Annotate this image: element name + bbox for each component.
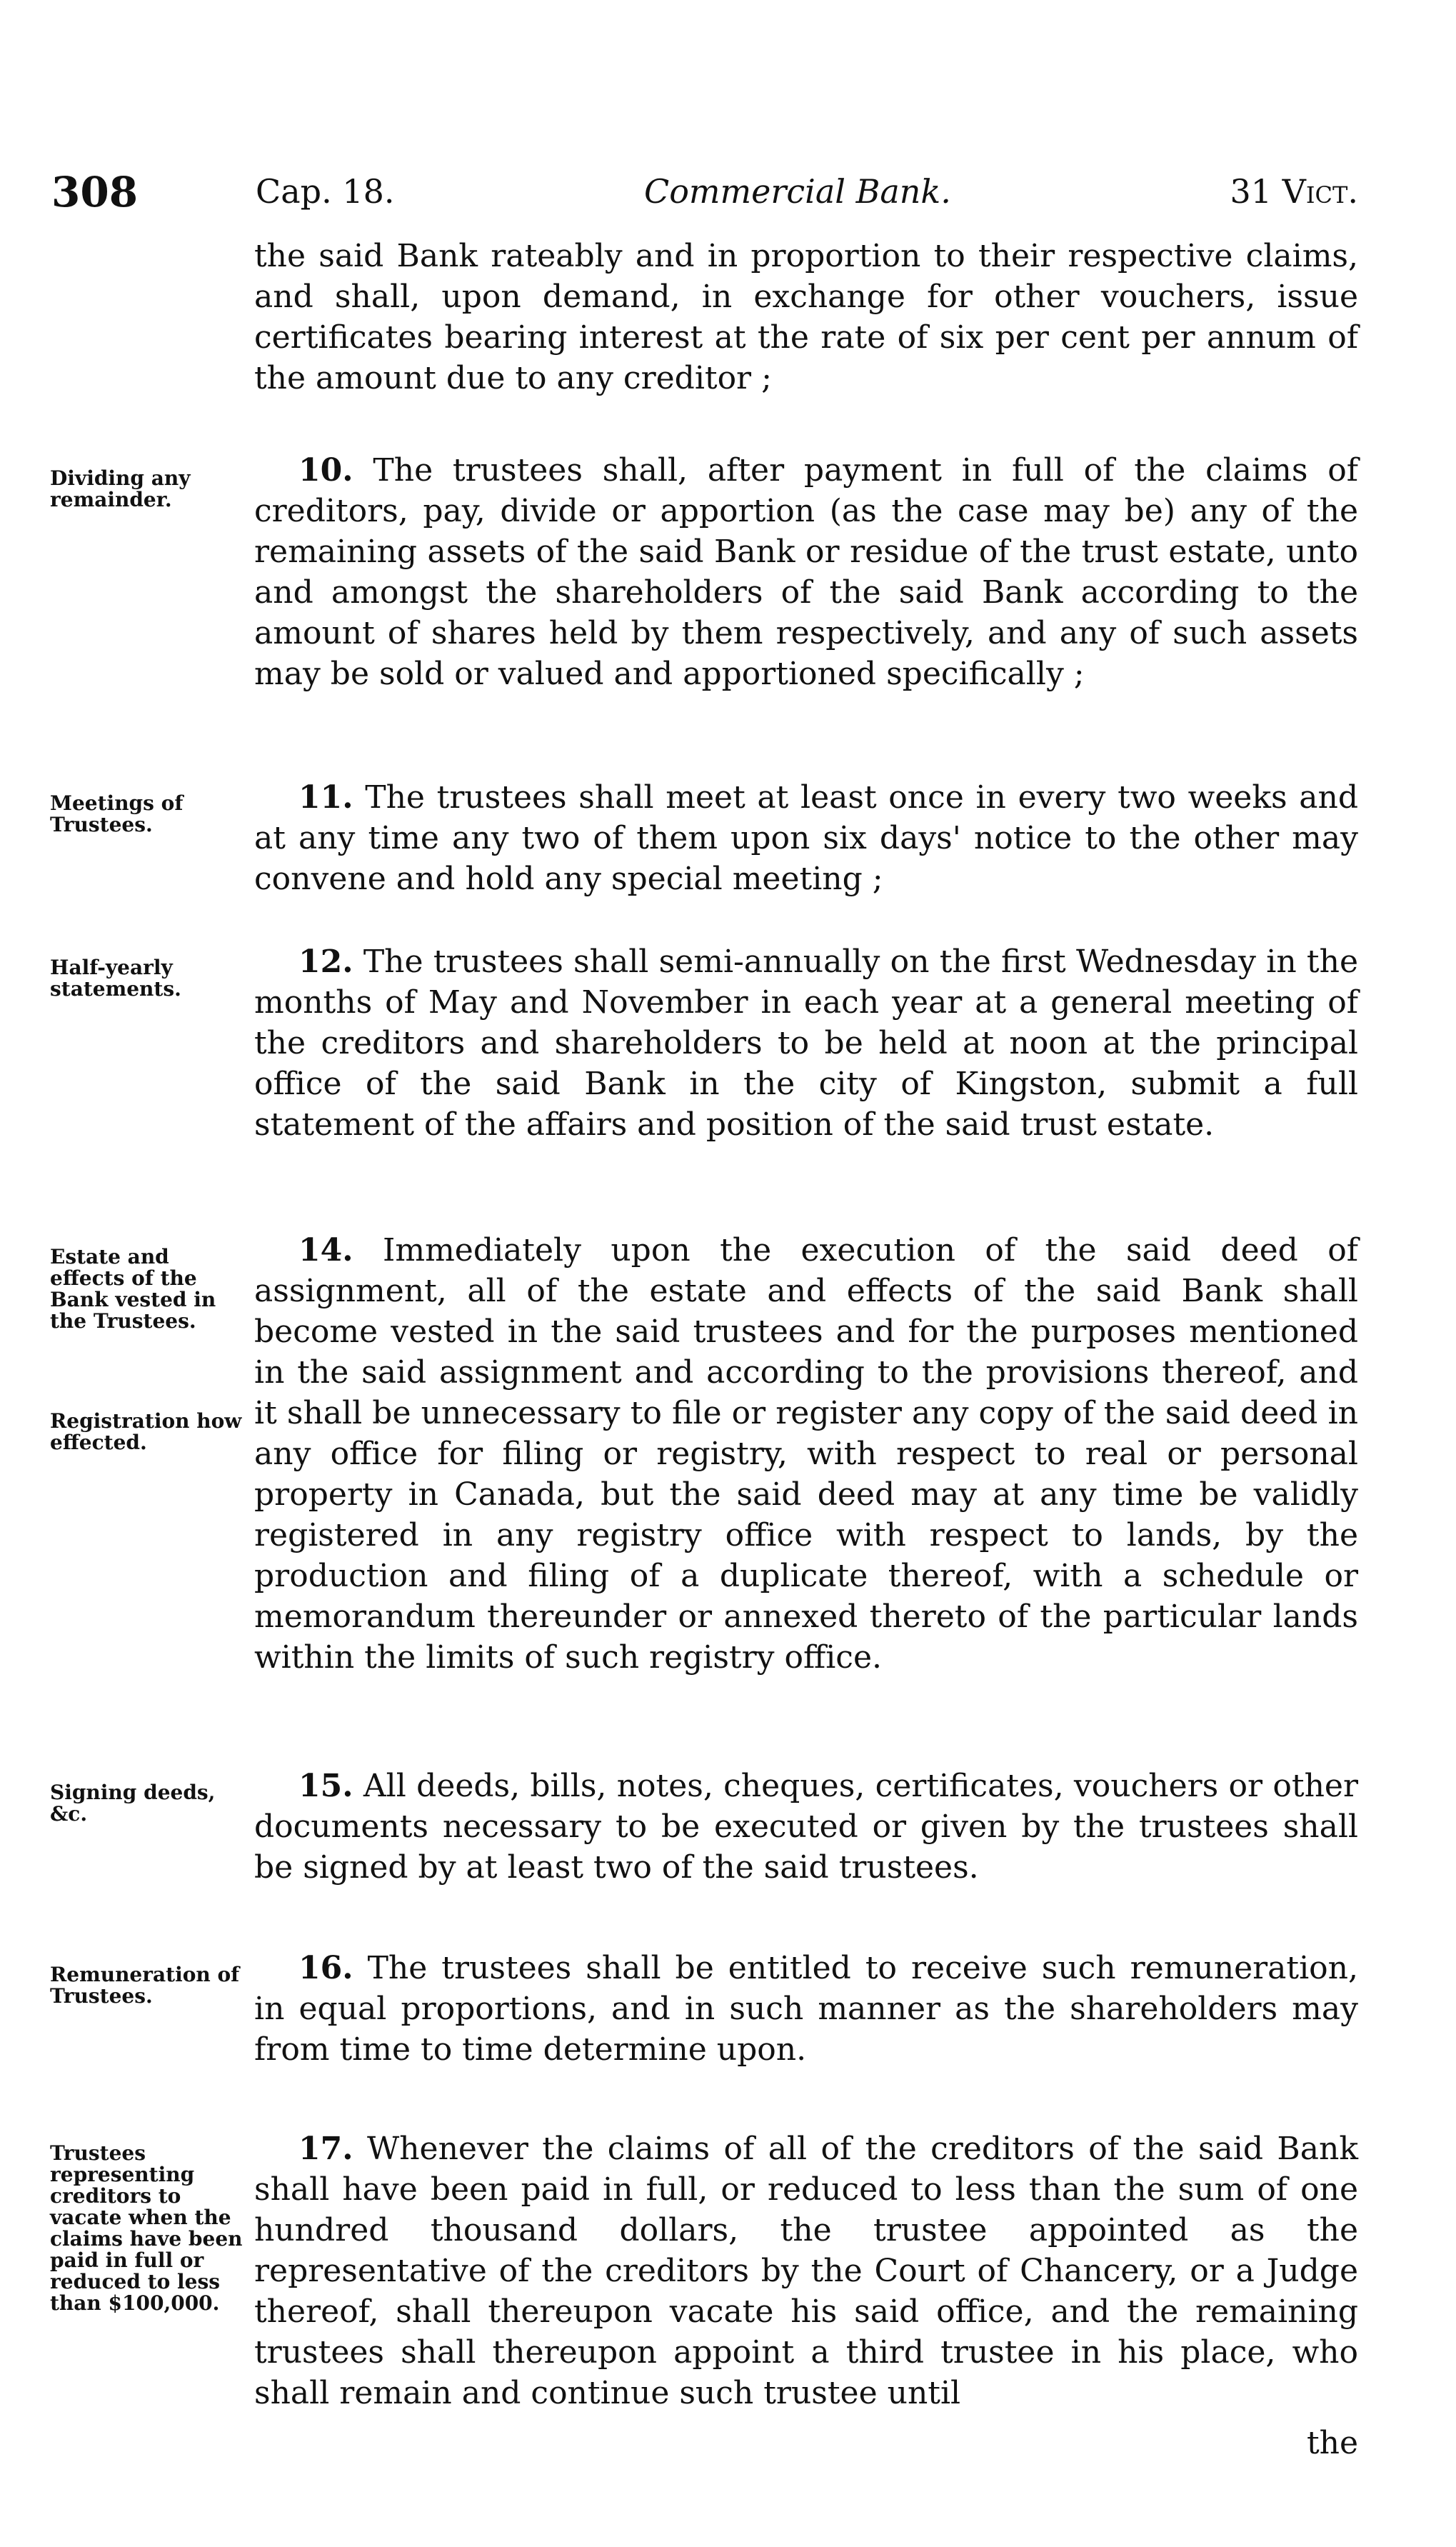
margin-note-11: Meetings of Trustees. <box>50 791 184 836</box>
margin-note-12: Half-yearly statements. <box>50 956 181 1001</box>
section-number: 10. <box>298 452 353 489</box>
section-17 <box>254 2128 1358 2413</box>
section-number: 11. <box>298 779 353 816</box>
margin-note-17: Trustees representing creditors to vacate when the claims have been paid in full or reduced to less than $100,000. <box>50 2141 243 2315</box>
running-header <box>51 168 1358 225</box>
catchword: the <box>1306 2425 1358 2461</box>
section-number: 17. <box>298 2131 353 2167</box>
section-number: 14. <box>298 1232 353 1269</box>
section-text: The trustees shall be entitled to receive such remuneration, in equal proportions, and in such manner as the shareholders may from time to time determine upon. <box>254 1950 1358 2068</box>
section-number: 12. <box>298 944 353 980</box>
section-text: Whenever the claims of all of the creditors of the said Bank shall have been paid in full, or reduced to less than the sum of one hundred thousand dollars, the trustee appointed as the representative of the creditors by the Court of Chancery, or a Judge thereof, shall thereupon vacate his said office, and the remaining trustees shall thereupon appoint a third trustee in his place, who shall remain and continue such trustee until <box>254 2131 1358 2411</box>
section-text: Immediately upon the execution of the said deed of assignment, all of the estate and effects of the said Bank shall become vested in the said trustees and for the purposes mentioned in the said assignment and according to the provisions thereof, and it shall be unnecessary to file or register any copy of the said deed in any office for filing or registry, with respect to real or personal property in Canada, but the said deed may at any time be validly registered in any registry office with respect to lands, by the production and filing of a duplicate thereof, with a schedule or memorandum thereunder or annexed thereto of the particular lands within the limits of such registry office. <box>254 1232 1358 1676</box>
margin-note-15: Signing deeds, &c. <box>50 1781 216 1826</box>
running-title: Commercial Bank. <box>644 172 951 211</box>
section-11 <box>254 777 1358 899</box>
opening-text: the said Bank rateably and in proportion to their respective claims, and shall, upon demand, in exchange for other vouchers, issue certificates bearing interest at the rate of six per cent per annum of the amount due to any creditor ; <box>254 238 1358 396</box>
margin-note-14b: Registration how effected. <box>50 1409 242 1454</box>
section-number: 16. <box>298 1950 353 1986</box>
section-text: All deeds, bills, notes, cheques, certificates, vouchers or other documents necessary to be executed or given by the trustees shall be signed by at least two of the said trustees. <box>254 1768 1358 1886</box>
margin-note-10: Dividing any remainder. <box>50 466 191 511</box>
margin-note-16: Remuneration of Trustees. <box>50 1963 240 2008</box>
section-text: The trustees shall meet at least once in every two weeks and at any time any two of them upon six days' notice to the other may convene and hold any special meeting ; <box>254 779 1358 897</box>
regnal-year: 31 Vict. <box>1230 172 1358 211</box>
section-12 <box>254 941 1358 1145</box>
chapter-label: Cap. 18. <box>256 172 395 211</box>
section-text: The trustees shall semi-annually on the first Wednesday in the months of May and November in each year at a general meeting of the creditors and shareholders to be held at noon at the principal office of the said Bank in the city of Kingston, submit a full statement of the affairs and position of the said trust estate. <box>254 944 1358 1143</box>
opening-paragraph <box>254 236 1358 399</box>
section-text: The trustees shall, after payment in full of the claims of creditors, pay, divide or apportion (as the case may be) any of the remaining assets of the said Bank or residue of the trust estate, unto and amongst the shareholders of the said Bank according to the amount of shares held by them respectively, and any of such assets may be sold or valued and apportioned specifically ; <box>254 452 1358 692</box>
margin-note-14: Estate and effects of the Bank vested in the Trustees. <box>50 1245 216 1333</box>
section-15 <box>254 1766 1358 1888</box>
section-10 <box>254 450 1358 694</box>
section-16 <box>254 1948 1358 2070</box>
section-14 <box>254 1230 1358 1678</box>
section-number: 15. <box>298 1768 353 1804</box>
page-number: 308 <box>51 168 139 216</box>
